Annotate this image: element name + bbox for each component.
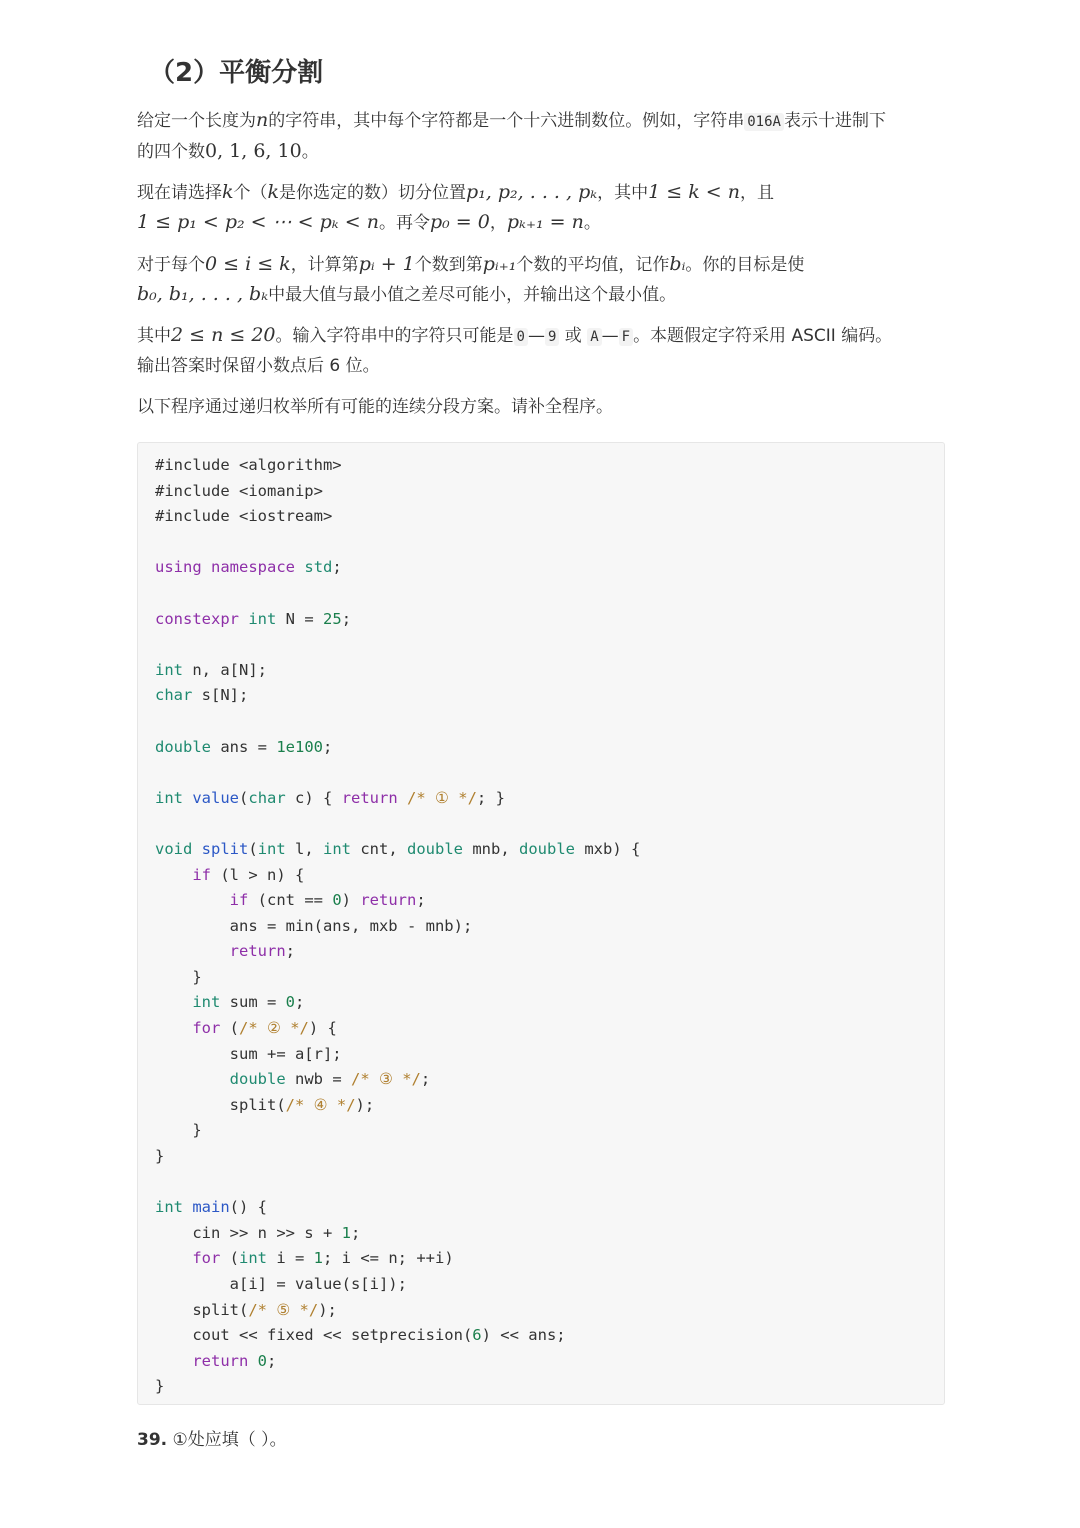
code-block — [137, 442, 945, 1405]
question-number: 39. — [137, 1430, 168, 1450]
code-listing: #include <algorithm> #include <iomanip> #include <iostream> using namespace std; constexpr int N = 25; int n, a[N]; char s[N]; double ans = 1e100; int value(char c) { return /* ① */; } void split(int l, int cnt, double mnb, double mxb) { if (l > n) { if (cnt == 0) return; ans = min(ans, mxb - mnb); return; } int sum = 0; for (/* ② */) { sum += a[r]; double nwb = /* ③ */; split(/* ④ */); } } int main() { cin >> n >> s + 1; for (int i = 1; i <= n; ++i) a[i] = value(s[i]); split(/* ⑤ */); cout << fixed << setprecision(6) << ans; return 0; } — [155, 456, 641, 1396]
paragraph-2: 现在请选择k个（k是你选定的数）切分位置p₁, p₂, . . . , pₖ，其中1 ≤ k < n，且 1 ≤ p₁ < p₂ < ⋯ < pₖ < n。再令p₀ = 0，pₖ₊₁ = n。 — [137, 181, 775, 233]
inline-code-016a: 016A — [744, 113, 784, 131]
paragraph-1: 给定一个长度为n的字符串，其中每个字符都是一个十六进制数位。例如，字符串 016A 表示十进制下 的四个数0, 1, 6, 10。 — [137, 109, 886, 162]
blank-1: /* ① */ — [407, 788, 477, 807]
page — [137, 50, 945, 1450]
blank-3: /* ③ */ — [350, 1070, 421, 1089]
blank-2: /* ② */ — [239, 1019, 309, 1038]
paragraph-4: 其中2 ≤ n ≤ 20。输入字符串中的字符只可能是 0 — 9 或 A — F 。本题假定字符采用 ASCII 编码。 输出答案时保留小数点后 6 位。 — [137, 324, 893, 376]
section-title: （2）平衡分割 — [149, 58, 324, 88]
blank-4: /* ④ */ — [285, 1095, 356, 1114]
question-text: ①处应填（ ）。 — [167, 1430, 287, 1450]
question-39 — [137, 1425, 287, 1450]
paragraph-5: 以下程序通过递归枚举所有可能的连续分段方案。请补全程序。 — [137, 397, 613, 417]
blank-5: /* ⑤ */ — [248, 1300, 319, 1319]
paragraph-3: 对于每个0 ≤ i ≤ k，计算第pᵢ + 1个数到第pᵢ₊₁个数的平均值，记作bᵢ。你的目标是使 b₀, b₁, . . . , bₖ中最大值与最小值之差尽可能小，并输出这个最小值。 — [137, 253, 805, 305]
